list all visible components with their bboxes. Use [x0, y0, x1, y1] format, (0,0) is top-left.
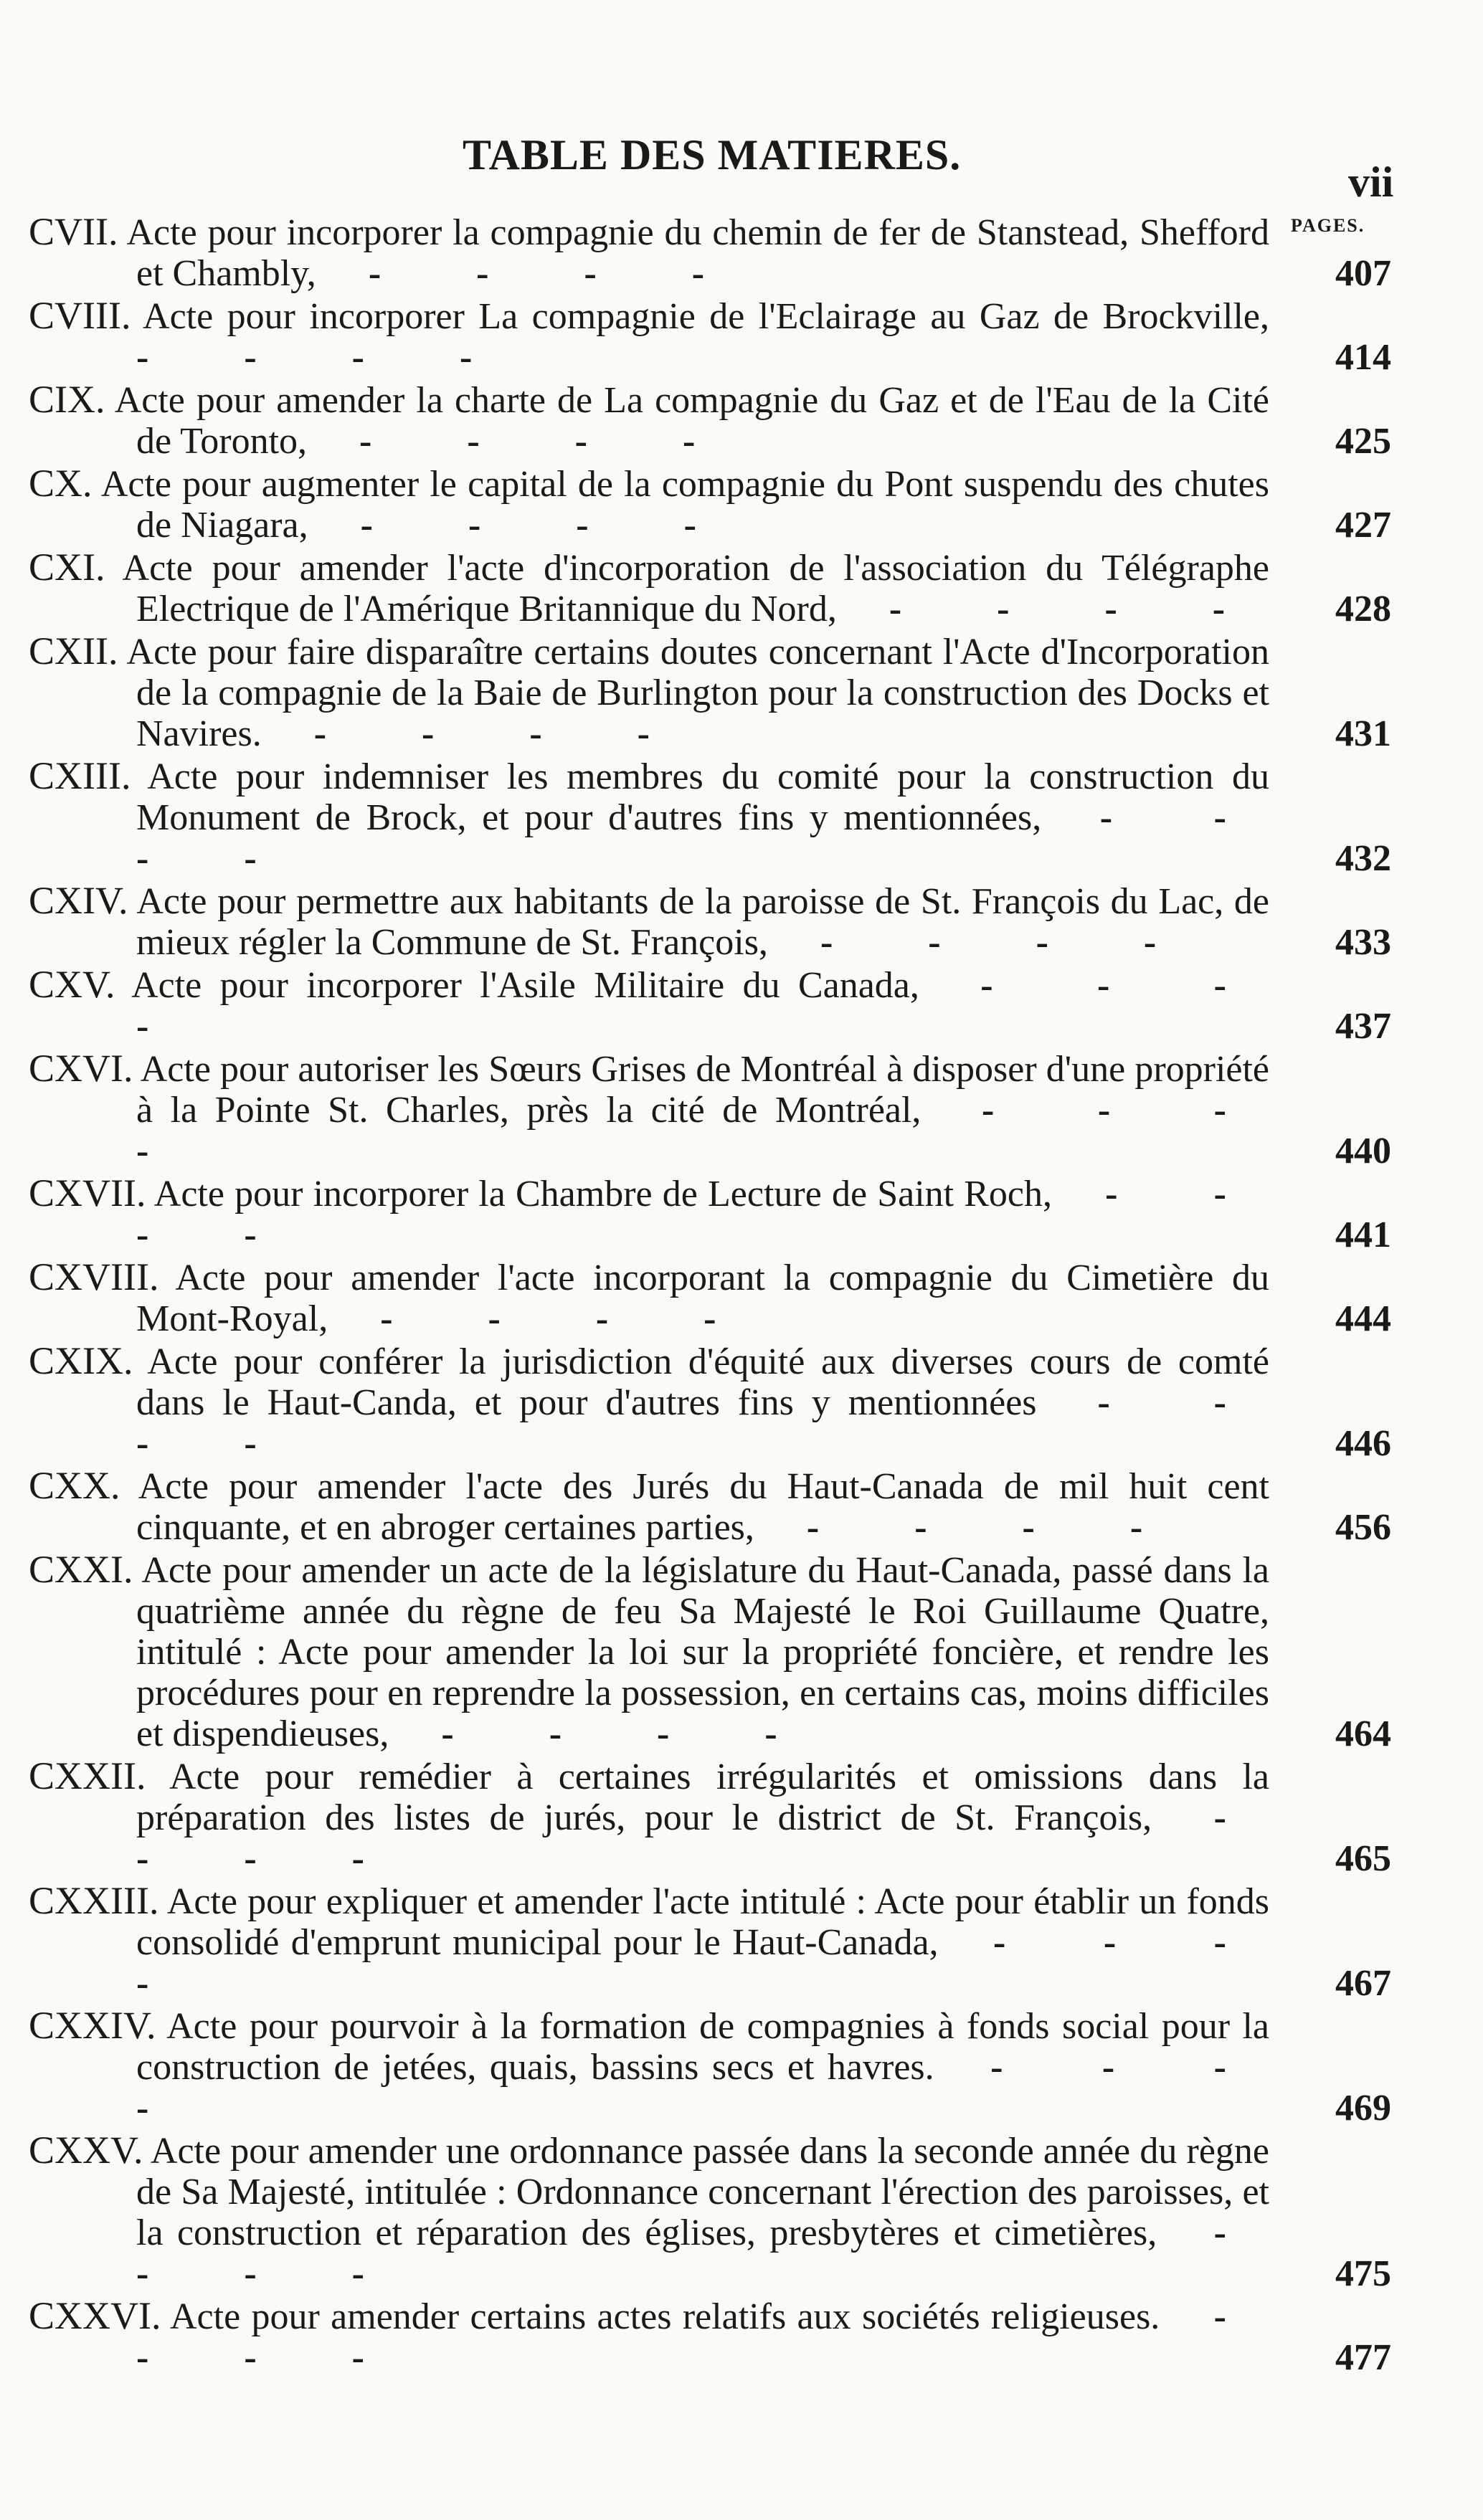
- dot-leader: - - - -: [836, 589, 1269, 629]
- toc-entry: [29, 547, 1391, 629]
- toc-entry-text: Acte pour amender l'acte d'incorporation de l'association du Télégraphe Electrique de l'Amérique Britannique du Nord,: [122, 548, 1269, 629]
- toc-entry-number: CXIX.: [29, 1339, 133, 1382]
- dot-leader: - - - -: [136, 1922, 1269, 2004]
- dot-leader: - - - -: [136, 2212, 1269, 2294]
- toc-entry: [29, 2296, 1391, 2378]
- dot-leader: - - - -: [261, 713, 693, 754]
- dot-leader: - - - -: [316, 253, 748, 294]
- toc-entry-page: 440: [1335, 1131, 1391, 1171]
- dot-leader: - - - -: [767, 922, 1200, 963]
- toc-entry-page: 469: [1335, 2088, 1391, 2129]
- toc-entry-number: CXVIII.: [29, 1255, 159, 1298]
- toc-entry-number: CXXIII.: [29, 1879, 159, 1922]
- toc-entry-number: CXI.: [29, 546, 105, 589]
- toc-entry-page: 428: [1335, 589, 1391, 629]
- dot-leader: - - - -: [136, 337, 516, 378]
- toc-entry-title: [29, 1549, 1269, 1754]
- toc-entry: [29, 1549, 1391, 1754]
- toc-entry-number: CXXV.: [29, 2129, 143, 2172]
- toc-entry: [29, 463, 1391, 546]
- toc-entry-page: 467: [1335, 1963, 1391, 2004]
- toc-entry: [29, 2130, 1391, 2294]
- toc-entry-text: Acte pour incorporer La compagnie de l'Eclairage au Gaz de Brockville,: [143, 296, 1269, 337]
- toc-entry-number: CVIII.: [29, 294, 131, 337]
- toc-entry-text: Acte pour conférer la jurisdiction d'équité aux diverses cours de comté dans le Haut-Canda, et pour d'autres fins y mentionnées: [136, 1341, 1269, 1423]
- toc-entry: [29, 1756, 1391, 1879]
- toc-entry-title: [29, 964, 1269, 1047]
- dot-leader: - - - -: [136, 1090, 1269, 1171]
- toc-entry-text: Acte pour autoriser les Sœurs Grises de Montréal à disposer d'une propriété à la Pointe St. Charles, près la cité de Montréal,: [136, 1049, 1270, 1131]
- dot-leader: - - - -: [308, 505, 739, 546]
- toc-entry-text: Acte pour incorporer l'Asile Militaire du Canada,: [131, 965, 919, 1006]
- toc-entry-text: Acte pour amender une ordonnance passée dans la seconde année du règne de Sa Majesté, intitulée : Ordonnance concernant l'érection des paroisses, et la construction et réparation des églises, presbytères et cimetières,: [136, 2131, 1269, 2253]
- toc-entry-title: [29, 211, 1269, 294]
- toc-entry: [29, 756, 1391, 879]
- toc-entry-page: 433: [1335, 922, 1391, 963]
- toc-entry-number: CXVII.: [29, 1171, 146, 1214]
- toc-entry-title: [29, 880, 1269, 963]
- toc-entry-title: [29, 1257, 1269, 1339]
- toc-entry-number: CXXIV.: [29, 2004, 156, 2047]
- dot-leader: - - - -: [136, 797, 1269, 879]
- toc-entry: [29, 2005, 1391, 2129]
- toc-entry-text: Acte pour expliquer et amender l'acte intitulé : Acte pour établir un fonds consolidé d'emprunt municipal pour le Haut-Canada,: [136, 1881, 1269, 1963]
- toc-entry-number: CIX.: [29, 378, 105, 421]
- toc-entry-text: Acte pour incorporer la Chambre de Lecture de Saint Roch,: [153, 1174, 1053, 1214]
- dot-leader: - - - -: [389, 1713, 820, 1754]
- toc-entry: [29, 1048, 1391, 1171]
- toc-entry-title: [29, 2296, 1269, 2378]
- page-header: [0, 122, 1483, 206]
- toc-entry-text: Acte pour amender l'acte des Jurés du Haut-Canada de mil huit cent cinquante, et en abroger certaines parties,: [136, 1466, 1269, 1548]
- toc-entry-text: Acte pour amender la charte de La compagnie du Gaz et de l'Eau de la Cité de Toronto,: [114, 380, 1269, 462]
- toc-entry-number: CXVI.: [29, 1047, 133, 1090]
- toc-entry: [29, 964, 1391, 1047]
- toc-entry: [29, 1465, 1391, 1548]
- table-of-contents: [29, 211, 1391, 2379]
- dot-leader: - - - -: [136, 2296, 1269, 2378]
- toc-entry-number: CXII.: [29, 629, 118, 672]
- toc-entry-title: [29, 1341, 1269, 1464]
- toc-entry-page: 441: [1335, 1214, 1391, 1255]
- toc-entry-text: Acte pour permettre aux habitants de la paroisse de St. François du Lac, de mieux régler la Commune de St. François,: [136, 881, 1269, 963]
- toc-entry-number: CXXII.: [29, 1754, 146, 1797]
- toc-entry-page: 444: [1335, 1298, 1391, 1339]
- toc-entry-text: Acte pour amender l'acte incorporant la compagnie du Cimetière du Mont-Royal,: [136, 1257, 1269, 1339]
- toc-entry-number: CVII.: [29, 210, 118, 253]
- toc-entry-text: Acte pour incorporer la compagnie du chemin de fer de Stanstead, Shefford et Chambly,: [126, 212, 1269, 294]
- toc-entry: [29, 1257, 1391, 1339]
- toc-entry: [29, 1173, 1391, 1255]
- dot-leader: - - - -: [328, 1298, 759, 1339]
- toc-entry-page: 425: [1335, 421, 1391, 462]
- toc-entry-title: [29, 756, 1269, 879]
- toc-entry-number: CXXI.: [29, 1548, 133, 1591]
- toc-entry-title: [29, 547, 1269, 629]
- toc-entry-text: Acte pour augmenter le capital de la compagnie du Pont suspendu des chutes de Niagara,: [100, 464, 1269, 546]
- toc-entry-page: 456: [1335, 1507, 1391, 1548]
- toc-entry: [29, 880, 1391, 963]
- page-title: TABLE DES MATIERES.: [463, 131, 962, 179]
- toc-entry-number: CXV.: [29, 963, 115, 1006]
- dot-leader: - - - -: [136, 2047, 1269, 2129]
- toc-entry-page: 427: [1335, 505, 1391, 546]
- toc-entry-number: CXIII.: [29, 754, 131, 797]
- toc-entry-page: 437: [1335, 1006, 1391, 1047]
- toc-entry-title: [29, 295, 1269, 378]
- toc-entry-text: Acte pour amender certains actes relatifs aux sociétés religieuses.: [169, 2296, 1160, 2337]
- dot-leader: - - - -: [136, 965, 1269, 1047]
- toc-entry-title: [29, 1048, 1269, 1171]
- page-number: vii: [1348, 158, 1394, 206]
- toc-entry-text: Acte pour remédier à certaines irrégularités et omissions dans la préparation des listes de jurés, pour le district de St. François,: [136, 1756, 1269, 1838]
- toc-entry-number: CXX.: [29, 1464, 120, 1507]
- toc-entry-number: CXIV.: [29, 879, 128, 922]
- toc-entry-page: 407: [1335, 253, 1391, 294]
- dot-leader: - - - -: [136, 1797, 1269, 1879]
- toc-entry-page: 465: [1335, 1838, 1391, 1879]
- toc-entry: [29, 211, 1391, 294]
- toc-entry-page: 446: [1335, 1423, 1391, 1464]
- toc-entry-page: 414: [1335, 337, 1391, 378]
- toc-entry-title: [29, 1173, 1269, 1255]
- toc-entry-text: Acte pour indemniser les membres du comité pour la construction du Monument de Brock, et pour d'autres fins y mentionnées,: [136, 756, 1269, 838]
- toc-entry-text: Acte pour faire disparaître certains doutes concernant l'Acte d'Incorporation de la compagnie de la Baie de Burlington pour la construction des Docks et Navires.: [126, 632, 1269, 754]
- toc-entry: [29, 631, 1391, 754]
- toc-entry-title: [29, 1756, 1269, 1879]
- toc-entry: [29, 295, 1391, 378]
- toc-entry-page: 477: [1335, 2337, 1391, 2378]
- toc-entry: [29, 1881, 1391, 2004]
- toc-entry-title: [29, 463, 1269, 546]
- toc-entry-page: 464: [1335, 1713, 1391, 1754]
- dot-leader: - - - -: [136, 1174, 1269, 1255]
- toc-entry-title: [29, 1465, 1269, 1548]
- toc-entry: [29, 1341, 1391, 1464]
- pages-column-label: PAGES.: [1291, 215, 1365, 236]
- dot-leader: - - - -: [136, 1382, 1269, 1464]
- toc-entry: [29, 379, 1391, 462]
- toc-entry-number: CXXVI.: [29, 2294, 161, 2337]
- toc-entry-number: CX.: [29, 462, 93, 505]
- toc-entry-title: [29, 631, 1269, 754]
- toc-entry-page: 475: [1335, 2253, 1391, 2294]
- toc-entry-title: [29, 2130, 1269, 2294]
- dot-leader: - - - -: [754, 1507, 1186, 1548]
- toc-entry-page: 431: [1335, 713, 1391, 754]
- toc-entry-page: 432: [1335, 838, 1391, 879]
- dot-leader: - - - -: [307, 421, 739, 462]
- toc-entry-text: Acte pour amender un acte de la législature du Haut-Canada, passé dans la quatrième année du règne de feu Sa Majesté le Roi Guillaume Quatre, intitulé : Acte pour amender la loi sur la propriété foncière, et rendre les procédures pour en reprendre la possession, en certains cas, moins difficiles et dispendieuses,: [136, 1550, 1269, 1754]
- toc-entry-text: Acte pour pourvoir à la formation de compagnies à fonds social pour la construction de jetées, quais, bassins secs et havres.: [136, 2006, 1269, 2088]
- toc-entry-title: [29, 379, 1269, 462]
- toc-entry-title: [29, 2005, 1269, 2129]
- toc-entry-title: [29, 1881, 1269, 2004]
